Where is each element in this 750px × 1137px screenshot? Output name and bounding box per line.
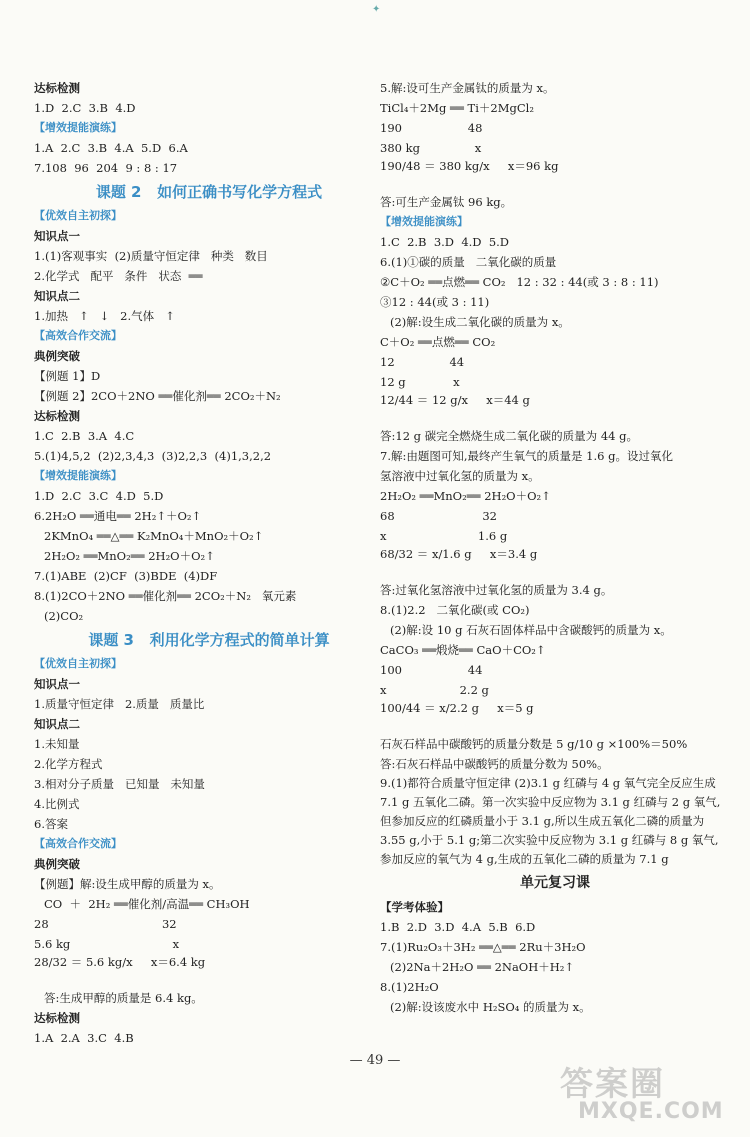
right-line: ②C＋O₂ ══点燃══ CO₂ 12 : 32 : 44(或 3 : 8 : 11) [380,275,659,289]
right-line: 100 44 [380,663,483,677]
left-line: 2H₂O₂ ══MnO₂══ 2H₂O＋O₂↑ [44,549,215,563]
right-line: ③12 : 44(或 3 : 11) [380,295,490,309]
right-line: 2H₂O₂ ══MnO₂══ 2H₂O＋O₂↑ [380,489,551,503]
left-line: 达标检测 [34,81,80,95]
left-line: 知识点一 [34,677,80,691]
right-line: 9.(1)都符合质量守恒定律 (2)3.1 g 红磷与 4 g 氧气完全反应生成 7.1 g 五氧化二磷。第一次实验中反应物为 3.1 g 红磷与 2 g 氧气,但参加反应的红磷质量小于 3.1 g,所以生成五氧化二磷的质量为 3.55 g,小于 5.1 g;第二次实验中反应物为 3.1 g 红磷与 8 g 氧气,参加反应的氧气为 4 g,生成的五氧化二磷的质量为 7.1 g [380,776,721,866]
right-line: 1.B 2.D 3.D 4.A 5.B 6.D [380,920,536,934]
right-line: 100/44 ＝ x/2.2 g x＝5 g [380,701,534,715]
left-line: 典例突破 [34,349,80,363]
left-line: 6.答案 [34,817,68,831]
right-line: x 1.6 g [380,529,508,543]
left-line: 2.化学式 配平 条件 状态 ══ [34,269,203,283]
left-line: 1.D 2.C 3.B 4.D [34,101,136,115]
left-line: 【例题】解:设生成甲醇的质量为 x。 [34,877,221,891]
left-line: 课题 2 如何正确书写化学方程式 [95,183,323,201]
right-line: (2)解:设生成二氧化碳的质量为 x。 [390,315,570,329]
left-line: 2.化学方程式 [34,757,103,771]
left-line: 1.(1)客观事实 (2)质量守恒定律 种类 数目 [34,249,268,263]
left-line: 8.(1)2CO＋2NO ══催化剂══ 2CO₂＋N₂ 氧元素 [34,589,297,603]
watermark-url: MXQE.COM [578,1099,724,1124]
left-line: 28/32 ＝ 5.6 kg/x x＝6.4 kg [34,955,206,969]
right-line: 6.(1)①碳的质量 二氧化碳的质量 [380,255,557,269]
watermark-logo [560,1058,745,1133]
left-line: 1.D 2.C 3.C 4.D 5.D [34,489,164,503]
right-line: 氢溶液中过氧化氢的质量为 x。 [380,469,540,483]
right-line: (2)解:设该废水中 H₂SO₄ 的质量为 x。 [390,1000,591,1014]
left-line: 5.6 kg x [34,937,180,951]
left-column [34,78,384,1048]
right-line: 【学考体验】 [380,900,449,914]
right-line: 7.解:由题图可知,最终产生氧气的质量是 1.6 g。设过氧化 [380,449,673,463]
left-line: 典例突破 [34,857,80,871]
right-line: 12/44 ＝ 12 g/x x＝44 g [380,393,530,407]
right-line: 68/32 ＝ x/1.6 g x＝3.4 g [380,547,538,561]
left-line: 【例题 1】D [34,369,101,383]
left-line: 1.C 2.B 3.A 4.C [34,429,135,443]
left-line: CO ＋ 2H₂ ══催化剂/高温══ CH₃OH [44,897,250,911]
left-line: 1.A 2.C 3.B 4.A 5.D 6.A [34,141,188,155]
right-line: CaCO₃ ══煅烧══ CaO＋CO₂↑ [380,643,546,657]
right-line: 5.解:设可生产金属钛的质量为 x。 [380,81,555,95]
right-line: 12 44 [380,355,465,369]
right-line: (2)解:设 10 g 石灰石固体样品中含碳酸钙的质量为 x。 [390,623,672,637]
right-line: 单元复习课 [520,875,590,891]
left-line: 5.(1)4,5,2 (2)2,3,4,3 (3)2,2,3 (4)1,3,2,2 [34,449,272,463]
right-line: TiCl₄＋2Mg ══ Ti＋2MgCl₂ [380,101,534,115]
right-line: 答:可生产金属钛 96 kg。 [380,195,513,209]
left-line: 【优效自主初探】 [34,209,122,222]
right-line: 12 g x [380,375,460,389]
right-line: 【增效提能演练】 [380,215,468,228]
right-line: 答:石灰石样品中碳酸钙的质量分数为 50%。 [380,757,609,771]
left-line: 1.A 2.A 3.C 4.B [34,1031,134,1045]
top-mark: ✦ [372,4,381,15]
right-line: 190/48 ＝ 380 kg/x x＝96 kg [380,159,559,173]
left-line: 1.质量守恒定律 2.质量 质量比 [34,697,205,711]
left-line: 知识点二 [34,717,80,731]
left-line: 【例题 2】2CO＋2NO ══催化剂══ 2CO₂＋N₂ [34,389,281,403]
left-line: 达标检测 [34,1011,80,1025]
right-line: 8.(1)2.2 二氧化碳(或 CO₂) [380,603,530,617]
left-line: 1.未知量 [34,737,80,751]
right-line: 1.C 2.B 3.D 4.D 5.D [380,235,510,249]
left-line: 【优效自主初探】 [34,657,122,670]
right-line: 答:过氧化氢溶液中过氧化氢的质量为 3.4 g。 [380,583,613,597]
left-line: 【高效合作交流】 [34,329,122,342]
left-line: 课题 3 利用化学方程式的简单计算 [88,631,330,649]
right-line: 68 32 [380,509,497,523]
left-line: 7.108 96 204 9 : 8 : 17 [34,161,178,175]
right-line: C＋O₂ ══点燃══ CO₂ [380,335,496,349]
left-line: 3.相对分子质量 已知量 未知量 [34,777,205,791]
left-line: 2KMnO₄ ══△══ K₂MnO₄＋MnO₂＋O₂↑ [44,529,264,543]
watermark-text: 答案圈 [560,1064,665,1103]
left-line: 1.加热 ↑ ↓ 2.气体 ↑ [34,309,175,323]
right-line: (2)2Na＋2H₂O ══ 2NaOH＋H₂↑ [390,960,575,974]
left-line: 7.(1)ABE (2)CF (3)BDE (4)DF [34,569,218,583]
left-line: 【增效提能演练】 [34,469,122,482]
right-column [380,78,730,1017]
right-line: 8.(1)2H₂O [380,980,439,994]
left-line: 达标检测 [34,409,80,423]
left-line: 知识点一 [34,229,80,243]
left-line: 4.比例式 [34,797,80,811]
left-line: 【增效提能演练】 [34,121,122,134]
page-number: — 49 — [349,1053,401,1068]
left-line: 答:生成甲醇的质量是 6.4 kg。 [44,991,203,1005]
left-line: 28 32 [34,917,177,931]
right-line: 答:12 g 碳完全燃烧生成二氧化碳的质量为 44 g。 [380,429,638,443]
right-line: 石灰石样品中碳酸钙的质量分数是 5 g/10 g ×100%＝50% [380,737,688,751]
right-line: 380 kg x [380,141,482,155]
right-line: 190 48 [380,121,483,135]
left-line: (2)CO₂ [44,609,84,623]
left-line: 【高效合作交流】 [34,837,122,850]
left-line: 6.2H₂O ══通电══ 2H₂↑＋O₂↑ [34,509,202,523]
right-line: 7.(1)Ru₂O₃＋3H₂ ══△══ 2Ru＋3H₂O [380,940,586,954]
left-line: 知识点二 [34,289,80,303]
right-line: x 2.2 g [380,683,489,697]
